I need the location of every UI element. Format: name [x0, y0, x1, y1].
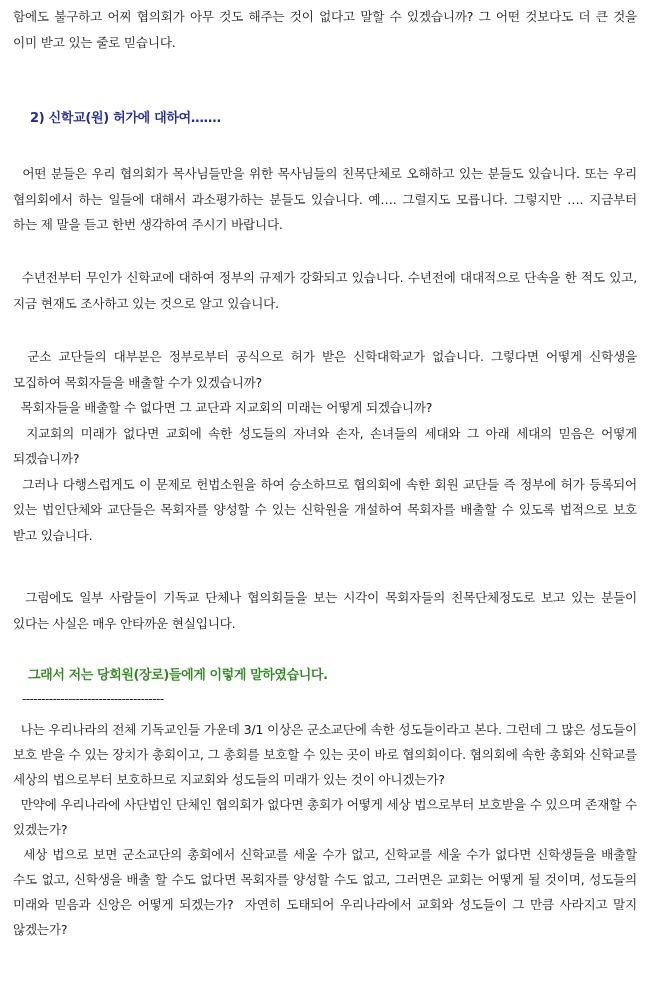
paragraph-3 [13, 344, 641, 548]
paragraph-2 [13, 265, 641, 316]
paragraph-text: 어떤 분들은 우리 협의회가 목사님들만을 위한 목사님들의 친목단체로 오해하고 있는 분들도 있습니다. 또는 우리 협의회에서 하는 일들에 대해서 과소평가하는 분들도 있습니다. 예…. 그럴지도 모릅니다. 그렇지만 …. 지금부터 하는 제 말을 듣고 한번 생각하여 주시기 바랍니다. [13, 166, 641, 232]
paragraph-text: 목회자들을 배출할 수 없다면 그 교단과 지교회의 미래는 어떻게 되겠습니까? [13, 400, 433, 415]
quote-block [13, 717, 641, 942]
paragraph-text: 그럼에도 일부 사람들이 기독교 단체나 협의회들을 보는 시각이 목회자들의 친목단체정도로 보고 있는 분들이 있다는 사실은 매우 안타까운 현실입니다. [13, 590, 641, 631]
quote-text: 나는 우리나라의 전체 기독교인들 가운데 3/1 이상은 군소교단에 속한 성도들이라고 본다. 그런데 그 많은 성도들이 보호 받을 수 있는 장치가 총회이고, 그 총회를 보호할 수 있는 곳이 바로 협의회이다. 협의회에 속한 총회와 신학교를 세상의 법으로부터 보호하므로 지교회와 성도들의 미래가 있는 것이 아니겠는가? [13, 722, 641, 787]
quote-text: 만약에 우리나라에 사단법인 단체인 협의회가 없다면 총회가 어떻게 세상 법으로부터 보호받을 수 있으며 존재할 수 있겠는가? [13, 797, 641, 837]
intro-paragraph [13, 4, 637, 55]
intro-text: 함에도 불구하고 어찌 협의회가 아무 것도 해주는 것이 없다고 말할 수 있겠습니까? 그 어떤 것보다도 더 큰 것을 이미 받고 있는 줄로 믿습니다. [13, 9, 637, 50]
paragraph-1 [13, 161, 641, 238]
paragraph-text: 수년전부터 무인가 신학교에 대하여 정부의 규제가 강화되고 있습니다. 수년전에 대대적으로 단속을 한 적도 있고, 지금 현재도 조사하고 있는 것으로 알고 있습니다. [13, 270, 641, 311]
paragraph-text: 군소 교단들의 대부분은 정부로부터 공식으로 허가 받은 신학대학교가 없습니다. 그렇다면 어떻게 신학생을 모집하여 목회자들을 배출할 수가 있겠습니까? [13, 349, 641, 390]
paragraph-4 [13, 585, 641, 636]
paragraph-text: 지교회의 미래가 없다면 교회에 속한 성도들의 자녀와 손자, 손녀들의 세대와 그 아래 세대의 믿음은 어떻게 되겠습니까? [13, 425, 641, 466]
paragraph-text: 그러나 다행스럽게도 이 문제로 헌법소원을 하여 승소하므로 협의회에 속한 회원 교단들 즉 정부에 허가 등록되어 있는 법인단체와 교단들은 목회자를 양성할 수 있는 신학원을 개설하여 목회자를 배출할 수 있도록 법적으로 보호 받고 있습니다. [13, 476, 641, 543]
section-heading-statement: 그래서 저는 당회원(장로)들에게 이렇게 말하였습니다. [28, 668, 328, 683]
section-heading-seminary-permit: 2) 신학교(원) 허가에 대하여……. [30, 111, 221, 126]
dashed-divider: ------------------------------------- [22, 692, 164, 706]
quote-text: 세상 법으로 보면 군소교단의 총회에서 신학교를 세울 수가 없고, 신학교를 세울 수가 없다면 신학생들을 배출할 수도 없고, 신학생을 배출 할 수도 없다면 목회자를 양성할 수도 없고, 그러면은 교회는 어떻게 될 것이며, 성도들의 미래와 믿음과 신앙은 어떻게 되겠는가? 자연히 도태되어 우리나라에서 교회와 성도들이 그 만큼 사라지고 말지 않겠는가? [13, 847, 641, 937]
